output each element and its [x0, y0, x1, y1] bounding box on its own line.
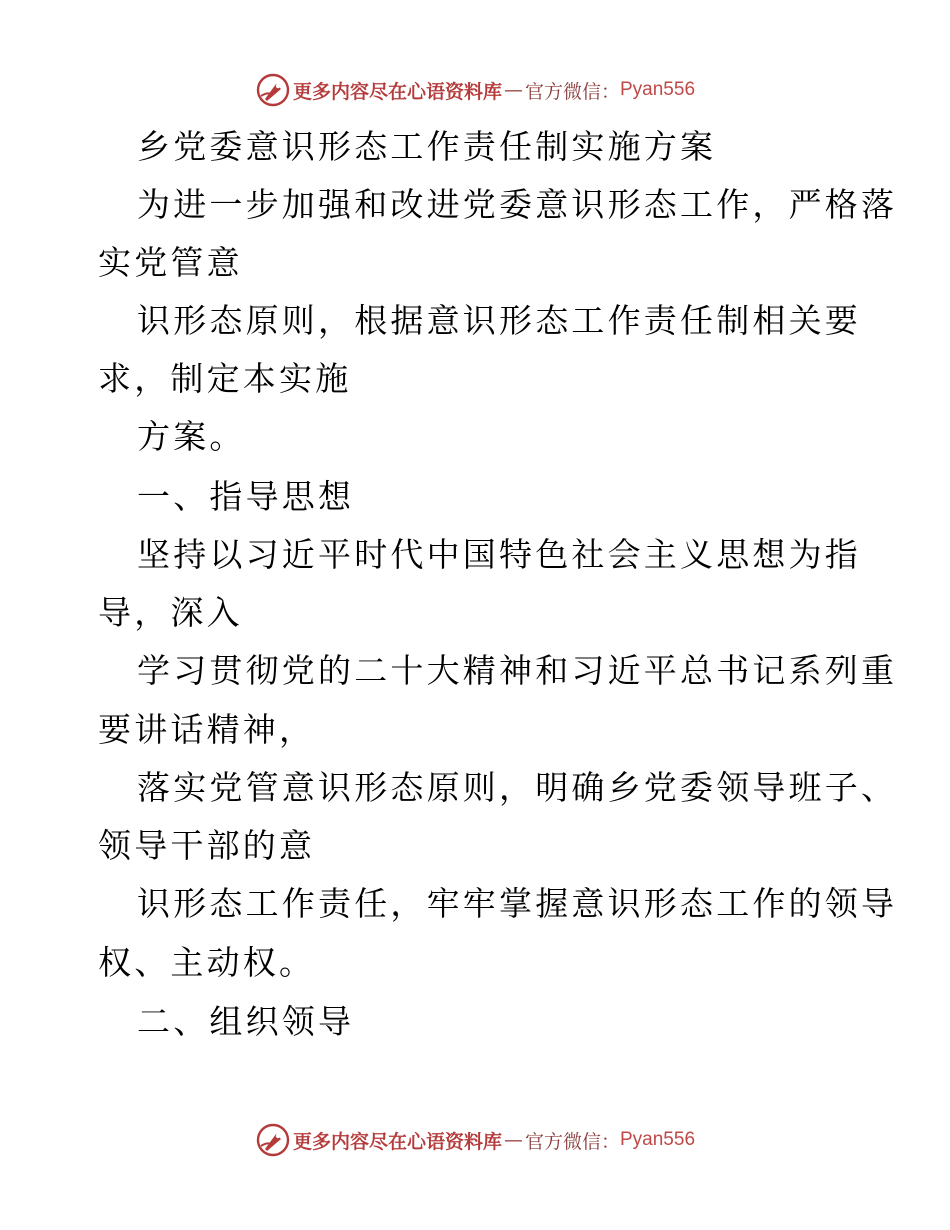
paragraph-line: 学习贯彻党的二十大精神和习近平总书记系列重 [137, 651, 898, 690]
pen-nib-logo-icon [255, 72, 291, 108]
paragraph-line: 导，深入 [98, 593, 243, 632]
paragraph-line: 坚持以习近平时代中国特色社会主义思想为指 [137, 535, 861, 574]
banner-wechat-label: 官方微信： [524, 1130, 620, 1153]
paragraph-line: 要讲话精神， [98, 710, 316, 749]
paragraph-line: 权、主动权。 [98, 943, 316, 982]
document-title: 乡党委意识形态工作责任制实施方案 [137, 127, 717, 166]
paragraph-line: 识形态工作责任，牢牢掌握意识形态工作的领导 [137, 884, 898, 923]
header-banner [0, 70, 950, 110]
section-heading: 二、组织领导 [137, 1002, 355, 1041]
banner-main-text: 更多内容尽在心语资料库 [292, 80, 502, 103]
paragraph-line: 识形态原则，根据意识形态工作责任制相关要 [137, 301, 861, 340]
banner-separator: — [503, 79, 523, 101]
paragraph-line: 落实党管意识形态原则，明确乡党委领导班子、 [137, 768, 898, 807]
pen-nib-logo-icon [255, 1122, 291, 1158]
banner-wechat-id: Pyan556 [620, 1129, 696, 1150]
paragraph-line: 实党管意 [98, 243, 243, 282]
banner-wechat-label: 官方微信： [524, 80, 620, 103]
paragraph-line: 领导干部的意 [98, 826, 316, 865]
paragraph-line: 方案。 [137, 417, 246, 456]
footer-banner [0, 1120, 950, 1160]
paragraph-line: 求，制定本实施 [98, 359, 352, 398]
banner-separator: — [503, 1129, 523, 1151]
paragraph-line: 为进一步加强和改进党委意识形态工作，严格落 [137, 185, 898, 224]
banner-wechat-id: Pyan556 [620, 79, 696, 100]
banner-main-text: 更多内容尽在心语资料库 [292, 1130, 502, 1153]
section-heading: 一、指导思想 [137, 477, 355, 516]
